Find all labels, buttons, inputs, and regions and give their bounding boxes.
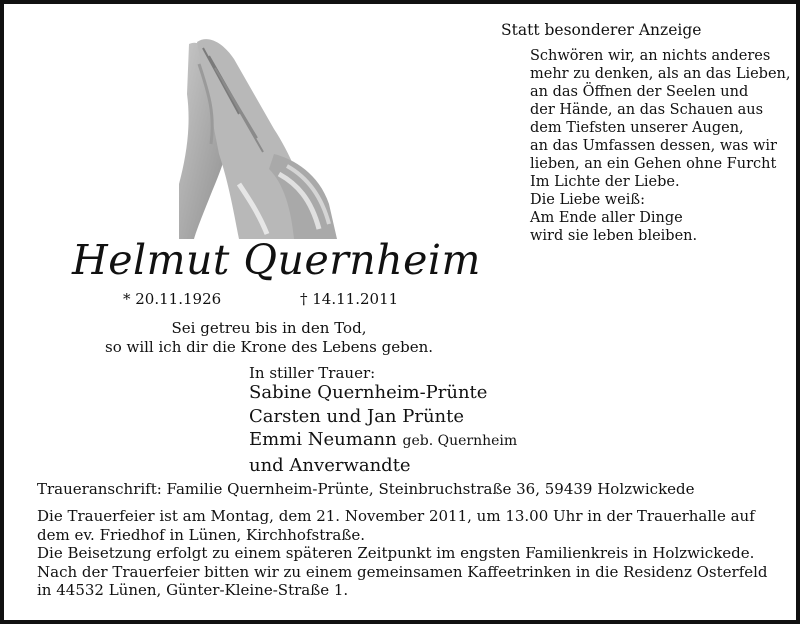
header-note: Statt besonderer Anzeige — [501, 21, 702, 39]
details-line: dem ev. Friedhof in Lünen, Kirchhofstraße. — [37, 525, 366, 544]
poem-line: an das Umfassen dessen, was wir — [530, 138, 777, 154]
poem-line: der Hände, an das Schauen aus — [530, 102, 764, 118]
details-line: Die Beisetzung erfolgt zu einem späteren Zeitpunkt im engsten Familienkreis in Holzwickede. — [37, 544, 755, 562]
details-line: in 44532 Lünen, Günter-Kleine-Straße 1. — [37, 581, 349, 599]
bible-verse — [104, 319, 434, 357]
mourner-name: Emmi Neumann — [249, 429, 397, 450]
details-line: Nach der Trauerfeier bitten wir zu einem gemeinsamen Kaffeetrinken in die Residenz Osterfeld — [37, 562, 768, 581]
mourner — [249, 428, 517, 454]
maiden-name-note: geb. Quernheim — [402, 433, 518, 449]
mourners-list — [249, 381, 517, 477]
poem-line: wird sie leben bleiben. — [530, 228, 698, 244]
deceased-name: Helmut Quernheim — [72, 236, 481, 284]
poem-line: Im Lichte der Liebe. — [530, 174, 680, 190]
poem-line: mehr zu denken, als an das Lieben, — [530, 66, 791, 82]
poem-line: dem Tiefsten unserer Augen, — [530, 120, 744, 136]
poem-line: Am Ende aller Dinge — [530, 210, 683, 226]
poem-line: an das Öffnen der Seelen und — [530, 84, 749, 100]
mourner: und Anverwandte — [249, 454, 411, 476]
mourning-intro: In stiller Trauer: — [249, 364, 376, 382]
mourning-address: Traueranschrift: Familie Quernheim-Prünte, Steinbruchstraße 36, 59439 Holzwickede — [37, 480, 695, 498]
praying-hands-icon — [179, 34, 339, 239]
mourner: Carsten und Jan Prünte — [249, 405, 465, 427]
poem — [530, 47, 790, 245]
verse-line: so will ich dir die Krone des Lebens geben. — [105, 338, 433, 356]
poem-line: Die Liebe weiß: — [530, 192, 645, 208]
death-date: † 14.11.2011 — [300, 290, 399, 308]
poem-line: Schwören wir, an nichts anderes — [530, 48, 771, 64]
poem-line: lieben, an ein Gehen ohne Furcht — [530, 156, 777, 172]
verse-line: Sei getreu bis in den Tod, — [171, 319, 367, 337]
ceremony-details — [37, 507, 768, 600]
birth-date: * 20.11.1926 — [123, 290, 222, 308]
mourner: Sabine Quernheim-Prünte — [249, 382, 488, 403]
details-line: Die Trauerfeier ist am Montag, dem 21. November 2011, um 13.00 Uhr in der Trauerhalle auf — [37, 507, 755, 525]
